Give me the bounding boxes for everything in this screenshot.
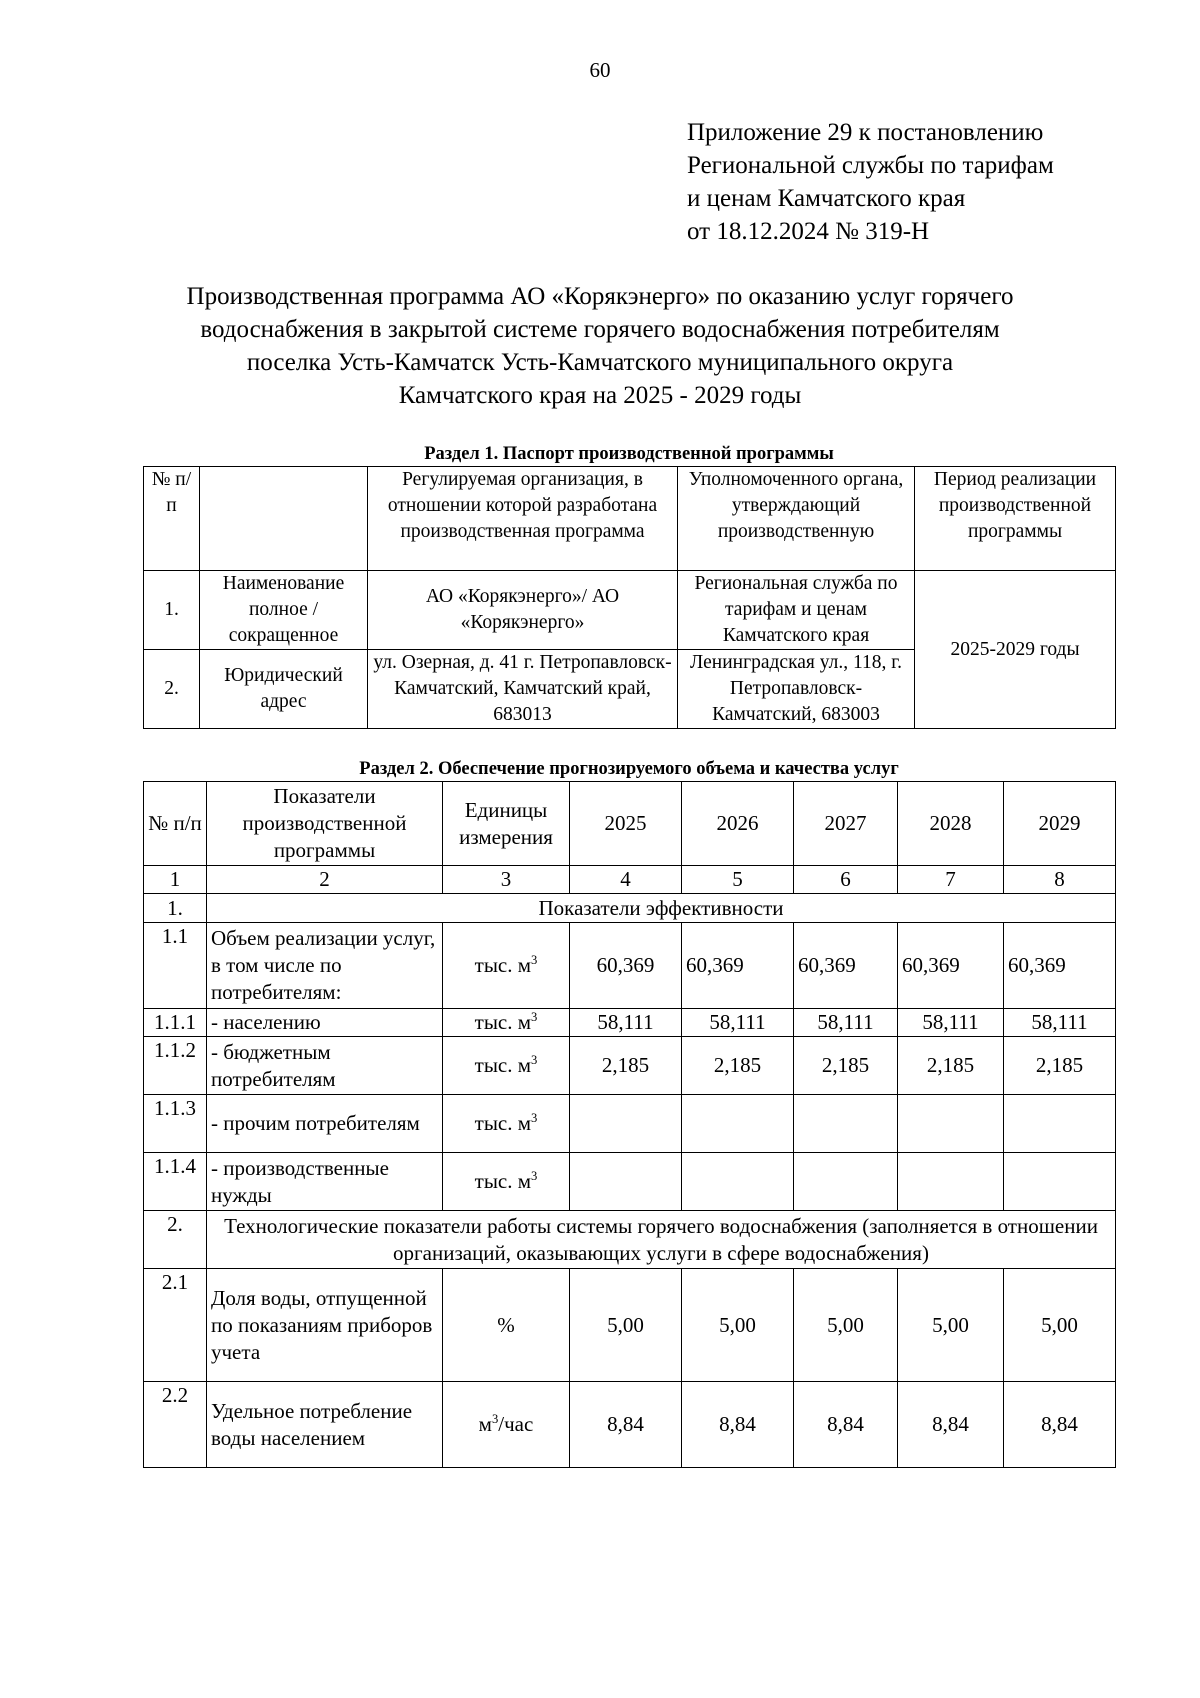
- column-number: 5: [682, 866, 794, 894]
- value-cell: [794, 1153, 898, 1211]
- unit-base: тыс. м: [474, 1053, 532, 1077]
- value-cell: 60,369: [794, 923, 898, 1009]
- appendix-line: и ценам Камчатского края: [687, 185, 966, 212]
- value-cell: 5,00: [1004, 1269, 1116, 1382]
- unit-base: %: [497, 1312, 515, 1337]
- value-cell: [1004, 1153, 1116, 1211]
- appendix-line: Приложение 29 к постановлению: [687, 119, 1044, 146]
- row-num: 1.: [144, 571, 200, 650]
- column-number: 4: [570, 866, 682, 894]
- unit-base: тыс. м: [474, 953, 532, 977]
- row-label: Наименование полное / сокращенное: [200, 571, 368, 650]
- header-num: № п/п: [144, 782, 207, 866]
- row-label: Удельное потребление воды населением: [207, 1382, 443, 1468]
- value-cell: 2,185: [1004, 1037, 1116, 1095]
- title-line: поселка Усть-Камчатск Усть-Камчатского муниципального округа: [246, 349, 954, 376]
- title-line: Камчатского края на 2025 - 2029 годы: [398, 382, 802, 409]
- header-organization: Регулируемая организация, в отношении которой разработана производственная программа: [368, 467, 678, 571]
- value-cell: [682, 1153, 794, 1211]
- value-cell: 58,111: [898, 1009, 1004, 1037]
- table-header-row: [144, 467, 1116, 571]
- group-num: 2.: [144, 1211, 207, 1269]
- unit-base: тыс. м: [474, 1111, 532, 1135]
- header-indicator: Показатели производственной программы: [207, 782, 443, 866]
- section2-title: Раздел 2. Обеспечение прогнозируемого объема и качества услуг: [359, 759, 899, 779]
- value-cell: 8,84: [570, 1382, 682, 1468]
- row-num: 2.1: [144, 1269, 207, 1382]
- value-cell: 2,185: [682, 1037, 794, 1095]
- column-number: 2: [207, 866, 443, 894]
- page-number: 60: [589, 58, 611, 82]
- row-label: - производственные нужды: [207, 1153, 443, 1211]
- row-unit: [443, 1037, 570, 1095]
- unit-superscript: 3: [531, 1053, 538, 1067]
- column-number: 7: [898, 866, 1004, 894]
- value-cell: 60,369: [1004, 923, 1116, 1009]
- row-unit: [443, 1095, 570, 1153]
- value-cell: 8,84: [682, 1382, 794, 1468]
- table-row: [144, 1153, 1116, 1211]
- table-row: [144, 1382, 1116, 1468]
- unit-suffix: /час: [498, 1412, 534, 1436]
- value-cell: 8,84: [1004, 1382, 1116, 1468]
- value-cell: 2,185: [898, 1037, 1004, 1095]
- period-value: 2025-2029 годы: [915, 571, 1116, 729]
- group-title: Показатели эффективности: [207, 894, 1116, 923]
- row-num: 1.1.1: [144, 1009, 207, 1037]
- row-num: 1.1.4: [144, 1153, 207, 1211]
- value-cell: 58,111: [682, 1009, 794, 1037]
- title-line: водоснабжения в закрытой системе горячего водоснабжения потребителям: [200, 316, 1000, 343]
- row-unit: [443, 1382, 570, 1468]
- unit-superscript: 3: [531, 1111, 538, 1125]
- header-year: 2026: [682, 782, 794, 866]
- table-row: [144, 1009, 1116, 1037]
- column-number-row: [144, 866, 1116, 894]
- group-title: Технологические показатели работы системы горячего водоснабжения (заполняется в отношении организаций, оказывающих услуги в сфере водоснабжения): [207, 1211, 1116, 1269]
- row-label: Юридический адрес: [200, 650, 368, 729]
- row-unit: [443, 923, 570, 1009]
- appendix-line: Региональной службы по тарифам: [687, 152, 1054, 179]
- header-year: 2029: [1004, 782, 1116, 866]
- header-year: 2027: [794, 782, 898, 866]
- header-year: 2025: [570, 782, 682, 866]
- document-title: [120, 280, 1080, 412]
- row-label: - населению: [207, 1009, 443, 1037]
- unit-base: тыс. м: [474, 1169, 532, 1193]
- table-row: [144, 1037, 1116, 1095]
- table-header-row: [144, 782, 1116, 866]
- header-authority: Уполномоченного органа, утверждающий производственную: [678, 467, 915, 571]
- appendix-line: от 18.12.2024 № 319-Н: [687, 218, 930, 245]
- value-cell: [570, 1095, 682, 1153]
- row-label: Объем реализации услуг, в том числе по потребителям:: [207, 923, 443, 1009]
- value-cell: 8,84: [794, 1382, 898, 1468]
- row-num: 1.1: [144, 923, 207, 1009]
- row-authority: Ленинградская ул., 118, г. Петропавловск-Камчатский, 683003: [678, 650, 915, 729]
- value-cell: [898, 1153, 1004, 1211]
- column-number: 6: [794, 866, 898, 894]
- value-cell: 2,185: [570, 1037, 682, 1095]
- row-unit: [443, 1009, 570, 1037]
- title-line: Производственная программа АО «Корякэнерго» по оказанию услуг горячего: [186, 283, 1014, 310]
- group-row-efficiency: [144, 894, 1116, 923]
- indicators-table: [143, 781, 1116, 1468]
- value-cell: 5,00: [898, 1269, 1004, 1382]
- value-cell: [898, 1095, 1004, 1153]
- row-unit: [443, 1153, 570, 1211]
- group-num: 1.: [144, 894, 207, 923]
- value-cell: 2,185: [794, 1037, 898, 1095]
- value-cell: 60,369: [682, 923, 794, 1009]
- row-organization: АО «Корякэнерго»/ АО «Корякэнерго»: [368, 571, 678, 650]
- value-cell: [570, 1153, 682, 1211]
- header-empty: [200, 467, 368, 571]
- value-cell: 58,111: [794, 1009, 898, 1037]
- section1-title: Раздел 1. Паспорт производственной программы: [424, 444, 834, 464]
- row-label: - бюджетным потребителям: [207, 1037, 443, 1095]
- value-cell: [794, 1095, 898, 1153]
- value-cell: 60,369: [570, 923, 682, 1009]
- unit-superscript: 3: [531, 1010, 538, 1024]
- appendix-reference: [687, 116, 1054, 248]
- row-authority: Региональная служба по тарифам и ценам Камчатского края: [678, 571, 915, 650]
- header-period: Период реализации производственной программы: [915, 467, 1116, 571]
- row-num: 1.1.2: [144, 1037, 207, 1095]
- value-cell: 5,00: [682, 1269, 794, 1382]
- row-num: 1.1.3: [144, 1095, 207, 1153]
- unit-superscript: 3: [531, 1169, 538, 1183]
- value-cell: 5,00: [570, 1269, 682, 1382]
- row-num: 2.2: [144, 1382, 207, 1468]
- unit-base: м: [478, 1412, 492, 1436]
- unit-superscript: 3: [491, 1412, 499, 1426]
- group-row-technological: [144, 1211, 1116, 1269]
- value-cell: 58,111: [1004, 1009, 1116, 1037]
- row-num: 2.: [144, 650, 200, 729]
- value-cell: [682, 1095, 794, 1153]
- value-cell: 60,369: [898, 923, 1004, 1009]
- column-number: 1: [144, 866, 207, 894]
- row-unit: [443, 1269, 570, 1382]
- header-year: 2028: [898, 782, 1004, 866]
- table-row: [144, 1095, 1116, 1153]
- passport-table: [143, 466, 1116, 729]
- value-cell: 5,00: [794, 1269, 898, 1382]
- header-num: № п/п: [144, 467, 200, 571]
- row-label: - прочим потребителям: [207, 1095, 443, 1153]
- value-cell: 58,111: [570, 1009, 682, 1037]
- column-number: 8: [1004, 866, 1116, 894]
- table-row: [144, 923, 1116, 1009]
- table-row: [144, 571, 1116, 650]
- unit-base: тыс. м: [474, 1010, 532, 1034]
- row-label: Доля воды, отпущенной по показаниям приборов учета: [207, 1269, 443, 1382]
- unit-superscript: 3: [531, 953, 538, 967]
- column-number: 3: [443, 866, 570, 894]
- table-row: [144, 1269, 1116, 1382]
- value-cell: [1004, 1095, 1116, 1153]
- value-cell: 8,84: [898, 1382, 1004, 1468]
- row-organization: ул. Озерная, д. 41 г. Петропавловск-Камчатский, Камчатский край, 683013: [368, 650, 678, 729]
- header-unit: Единицы измерения: [443, 782, 570, 866]
